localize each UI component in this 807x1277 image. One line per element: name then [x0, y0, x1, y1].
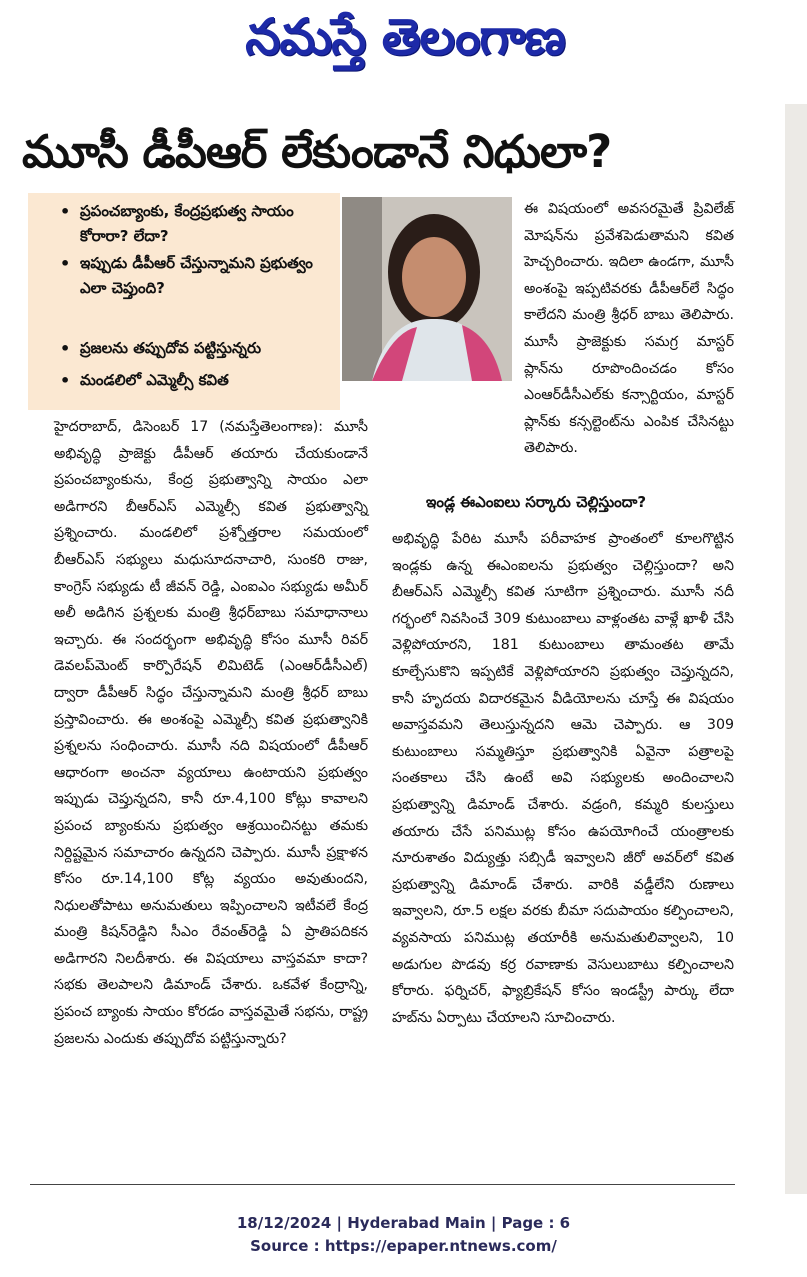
footer-source-link[interactable]: Source : https://epaper.ntnews.com/: [250, 1237, 557, 1255]
bullet-icon: •: [60, 202, 71, 221]
adjacent-article-edge: [785, 104, 807, 1194]
highlight-item: • ప్రజలను తప్పుదోవ పట్టిస్తున్నరు: [28, 336, 340, 361]
highlights-box: [28, 193, 340, 410]
bullet-icon: •: [60, 254, 71, 273]
footer-divider: [30, 1184, 735, 1185]
article-text-right-top: ఈ విషయంలో అవసరమైతే ప్రివిలేజ్ మోషన్‌ను ప్రవేశపెడుతామని కవిత హెచ్చరించారు. ఇదిలా ఉండగా, మూసీ అంశంపై ఇప్పటివరకు డీపీఆర్‌లే సిద్ధం కాలేదని మంత్రి శ్రీధర్ బాబు తెలిపారు. మూసీ ప్రాజెక్టుకు సమగ్ర మాస్టర్ ప్లాన్‌ను రూపొందించడం కోసం ఎంఆర్‌డీసీఎల్‌కు కన్సార్టియం, మాస్టర్ ప్లాన్‌కు కన్సల్టెంట్‌ను ఎంపిక చేసినట్టు తెలిపారు.: [524, 201, 734, 457]
bullet-icon: •: [60, 339, 71, 358]
portrait-photo: [342, 197, 512, 381]
subheading: ఇండ్ల ఈఎంఐలు సర్కారు చెల్లిస్తుందా?: [426, 493, 647, 511]
highlight-item: • ఇప్పుడు డీపీఆర్ చేస్తున్నామని ప్రభుత్వం ఎలా చెప్తుంది?: [28, 251, 340, 301]
masthead-logo: నమస్తే తెలంగాణ: [245, 8, 565, 66]
portrait-illustration: [342, 197, 512, 381]
article-text-left: హైదరాబాద్, డిసెంబర్ 17 (నమస్తేతెలంగాణ): మూసీ అభివృద్ధి ప్రాజెక్టు డీపీఆర్ తయారు చేయకుండానే ప్రపంచబ్యాంకును, కేంద్ర ప్రభుత్వాన్ని సాయం ఎలా అడిగారని బీఆర్‌ఎస్ ఎమ్మెల్సీ కవిత ప్రభుత్వాన్ని ప్రశ్నించారు. మండలిలో ప్రశ్నోత్తరాల సమయంలో బీఆర్‌ఎస్ సభ్యులు మధుసూదనాచారి, సుంకరి రాజు, కాంగ్రెస్ సభ్యుడు టీ జీవన్ రెడ్డి, ఎంఐఎం సభ్యుడు అమీర్ అలీ అడిగిన ప్రశ్నలకు మంత్రి శ్రీధర్‌బాబు సమాధానాలు ఇచ్చారు. ఈ సందర్భంగా అభివృద్ధి కోసం మూసీ రివర్ డెవలప్‌మెంట్ కార్పొరేషన్ లిమిటెడ్ (ఎంఆర్‌డీసీఎల్) ద్వారా డీపీఆర్ సిద్ధం చేస్తున్నామని మంత్రి శ్రీధర్ బాబు ప్రస్తావించారు. ఈ అంశంపై ఎమ్మెల్సీ కవిత ప్రభుత్వానికి ప్రశ్నలను సంధించారు. మూసీ నది విషయంలో డీపీఆర్ ఆధారంగా అంచనా వ్యయాలు ఉంటాయని ప్రభుత్వం ఇప్పుడు చెప్తున్నదని, కానీ రూ.4,100 కోట్లు కావాలని ప్రపంచ బ్యాంకును ప్రభుత్వం ఆశ్రయించినట్టు తమకు నిర్దిష్టమైన సమాచారం ఉన్నదని చెప్పారు. మూసీ ప్రక్షాళన కోసం రూ.14,100 కోట్ల వ్యయం అవుతుందని, నిధులతోపాటు అనుమతులు ఇప్పించాలని ఇటీవలే కేంద్ర మంత్రి కిషన్‌రెడ్డిని సీఎం రేవంత్‌రెడ్డి ఏ ప్రాతిపదికన అడిగారని నిలదీశారు. ఈ విషయాలు వాస్తవమా కాదా? సభకు తెలపాలని డిమాండ్ చేశారు. ఒకవేళ కేంద్రాన్ని, ప్రపంచ బ్యాంకు సాయం కోరడం వాస్తవమైతే సభను, రాష్ట్ర ప్రజలను ఎందుకు తప్పుదోవ పట్టిస్తున్నారు?: [54, 419, 368, 1047]
article-text-right: అభివృద్ధి పేరిట మూసీ పరీవాహక ప్రాంతంలో కూలగొట్టిన ఇండ్లకు ఉన్న ఈఎంఐలను ప్రభుత్వం చెల్లిస్తుందా? అని బీఆర్‌ఎస్ ఎమ్మెల్సీ కవిత సూటిగా ప్రశ్నించారు. మూసీ నదీ గర్భంలో నివసించే 309 కుటుంబాలు వాళ్లంతట వాళ్లే ఖాళీ చేసి వెళ్లిపోయారని, 181 కుటుంబాలు తామంతట తామే కూల్చేసుకొని ఇప్పటికే వెళ్లిపోయారని ప్రభుత్వం చెప్తున్నదని, కానీ హృదయ విదారకమైన వీడియోలను చూస్తే ఈ విషయం అవాస్తవమని తెలుస్తున్నదని ఆమె చెప్పారు. ఆ 309 కుటుంబాలు సమ్మతిస్తూ ప్రభుత్వానికి ఏవైనా పత్రాలపై సంతకాలు చేసి ఉంటే అవి సభ్యులకు అందించాలని ప్రభుత్వాన్ని డిమాండ్ చేశారు. వడ్రంగి, కమ్మరి కులస్తులు తయారు చేసే పనిముట్ల కోసం ఉపయోగించే యంత్రాలకు నూరుశాతం విద్యుత్తు సబ్సిడీ ఇవ్వాలని జీరో అవర్‌లో కవిత ప్రభుత్వాన్ని డిమాండ్ చేశారు. వారికి వడ్డీలేని రుణాలు ఇవ్వాలని, రూ.5 లక్షల వరకు బీమా సదుపాయం కల్పించాలని, వ్యవసాయ పనిముట్ల తయారీకి అనుమతులివ్వాలని, 10 అడుగుల పొడవు కర్ర రవాణాకు వెసులుబాటు కల్పించాలని కోరారు. ఫర్నిచర్, ఫ్యాబ్రికేషన్ కోసం ఇండస్ట్రీ పార్కు లేదా హబ్‌ను ఏర్పాటు చేయాలని సూచించారు.: [392, 531, 734, 1026]
footer-date-line: 18/12/2024 | Hyderabad Main | Page : 6: [236, 1214, 571, 1232]
highlight-item: • ప్రపంచబ్యాంకు, కేంద్రప్రభుత్వ సాయం కోరారా? లేదా?: [28, 199, 340, 249]
highlight-item: • మండలిలో ఎమ్మెల్సీ కవిత: [28, 368, 340, 393]
headline: మూసీ డీపీఆర్ లేకుండానే నిధులా?: [22, 125, 612, 178]
bullet-icon: •: [60, 371, 71, 390]
